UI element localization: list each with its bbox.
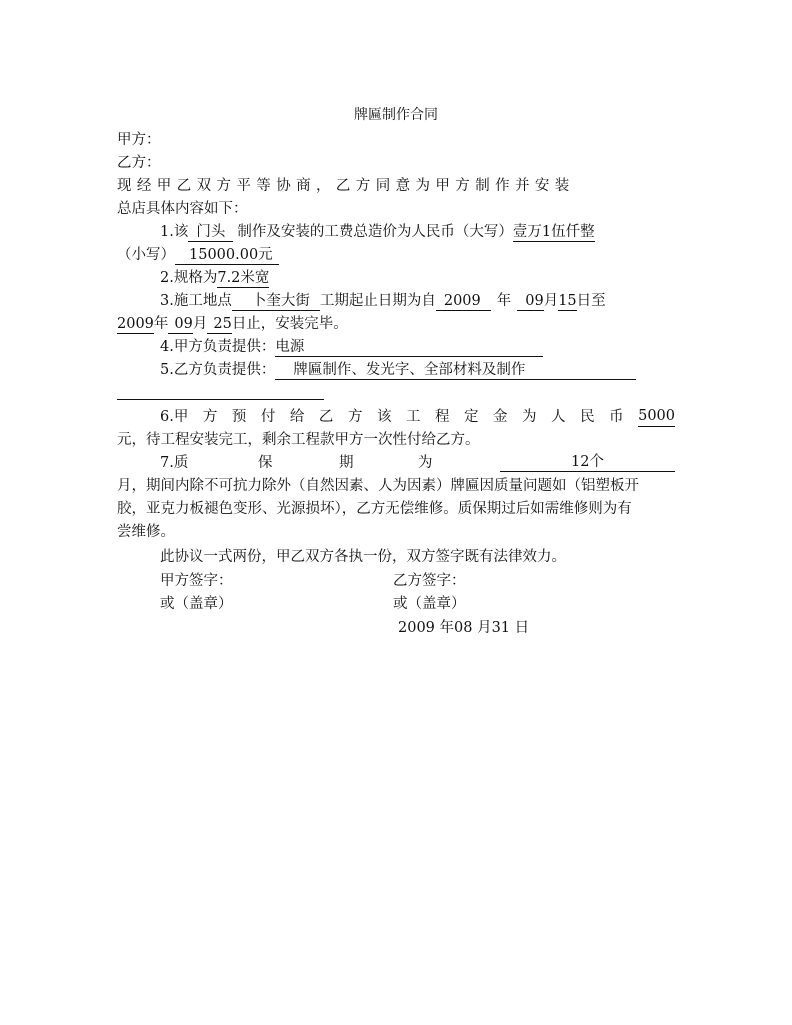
clause-3-line-1: [160, 291, 606, 311]
clause-7-word: 期: [339, 455, 354, 471]
clause-6-word: 金: [493, 409, 508, 425]
clause-6-word: 乙: [318, 409, 334, 425]
party-b-seal: 或（盖章）: [393, 596, 466, 612]
party-b-label: 乙方：: [117, 155, 161, 171]
clause-1-amount-lower: 15000.00元: [175, 246, 279, 265]
clause-3-end-year: 2009: [117, 316, 154, 332]
clause-3-period: 工期起止日期为自: [319, 293, 436, 309]
clause-5: [160, 360, 636, 380]
clause-6-word: 付: [260, 409, 276, 425]
clause-2-spec: 7.2米宽: [217, 270, 270, 286]
clause-3-tail: 日止，安装完毕。: [231, 316, 348, 332]
clause-2-prefix: 2.规格为: [160, 270, 218, 286]
contract-date: 2009 年08 月31 日: [398, 620, 530, 636]
clause-6-word: 预: [231, 409, 247, 425]
clause-6-word: 方: [202, 409, 218, 425]
clause-7-line-3: 胶，亚克力板褪色变形、光源损坏），乙方无偿维修。质保期过后如需维修则为有: [117, 501, 632, 517]
clause-7-line-2: 月，期间内除不可抗力除外（自然因素、人为因素）牌匾因质量问题如（铝塑板开: [117, 478, 639, 494]
clause-3-site: 卜奎大街: [232, 292, 320, 311]
clause-4: [160, 337, 543, 357]
clause-7-word: 保: [258, 455, 273, 471]
clause-6-word: 为: [522, 409, 537, 425]
clause-7-period: 12个: [500, 453, 675, 472]
clause-1-mid: 制作及安装的工费总造价为人民币（大写）: [237, 224, 513, 240]
clause-7-word: 为: [418, 455, 433, 471]
clause-1-small-prefix: （小写）: [117, 247, 175, 263]
clause-3-ri-zhi: 日至: [576, 293, 606, 309]
intro-line-1: 现经甲乙双方平等协商，乙方同意为甲方制作并安装: [117, 178, 575, 194]
clause-3-start-month: 09: [517, 292, 543, 311]
clause-1-item: 门头: [188, 223, 233, 242]
clause-3-line-2: [117, 314, 348, 334]
clause-6-word: 给: [289, 409, 305, 425]
clause-3-yue-2: 月: [192, 316, 208, 332]
clause-3-end-day: 25: [207, 315, 231, 334]
clause-1-line-1: [160, 222, 595, 242]
intro-line-2: 总店具体内容如下：: [117, 201, 248, 217]
clause-6-word: 民: [580, 409, 595, 425]
clause-3-prefix: 3.施工地点: [160, 293, 232, 309]
clause-5-prefix: 5.乙方负责提供：: [160, 362, 276, 378]
clause-4-prefix: 4.甲方负责提供：: [160, 339, 276, 355]
clause-6-line-2: 元，待工程安装完工，剩余工程款甲方一次性付给乙方。: [117, 432, 480, 448]
clause-6-word: 该: [376, 409, 392, 425]
clause-7-line-4: 尝维修。: [117, 524, 175, 540]
clause-6-word: 定: [464, 409, 479, 425]
clause-1-prefix: 1.该: [160, 224, 189, 240]
clause-1-amount-upper: 壹万1伍仟整: [512, 224, 595, 240]
clause-4-value: 电源: [275, 338, 543, 357]
clause-2: [160, 268, 269, 288]
party-a-label: 甲方：: [117, 132, 161, 148]
clause-6-word: 程: [434, 409, 450, 425]
clause-3-start-day: 15: [558, 293, 577, 309]
clause-3-yue: 月: [543, 293, 559, 309]
clause-3-end-month: 09: [168, 315, 192, 334]
clause-5-value: 牌匾制作、发光字、全部材料及制作: [275, 361, 636, 380]
party-a-signature: 甲方签字：: [160, 573, 233, 589]
contract-title: 牌匾制作合同: [354, 107, 438, 123]
clause-6-word: 工: [405, 409, 421, 425]
clause-1-line-2: [117, 245, 279, 265]
closing-statement: 此协议一式两份，甲乙双方各执一份，双方签字既有法律效力。: [160, 549, 566, 565]
clause-7-word: 7.质: [160, 455, 189, 471]
clause-3-nian: 年: [496, 293, 512, 309]
party-b-signature: 乙方签字：: [393, 573, 466, 589]
clause-6-line-1: [160, 407, 675, 427]
clause-5-continuation-rule: [117, 399, 324, 400]
clause-6-amount: 5000: [638, 407, 675, 427]
clause-3-start-year: 2009: [436, 292, 491, 311]
party-a-seal: 或（盖章）: [160, 596, 233, 612]
clause-6-word: 方: [347, 409, 363, 425]
clause-3-nian-2: 年: [153, 316, 169, 332]
clause-6-word: 币: [609, 409, 624, 425]
clause-6-word: 6.甲: [160, 409, 189, 425]
clause-6-word: 人: [551, 409, 566, 425]
